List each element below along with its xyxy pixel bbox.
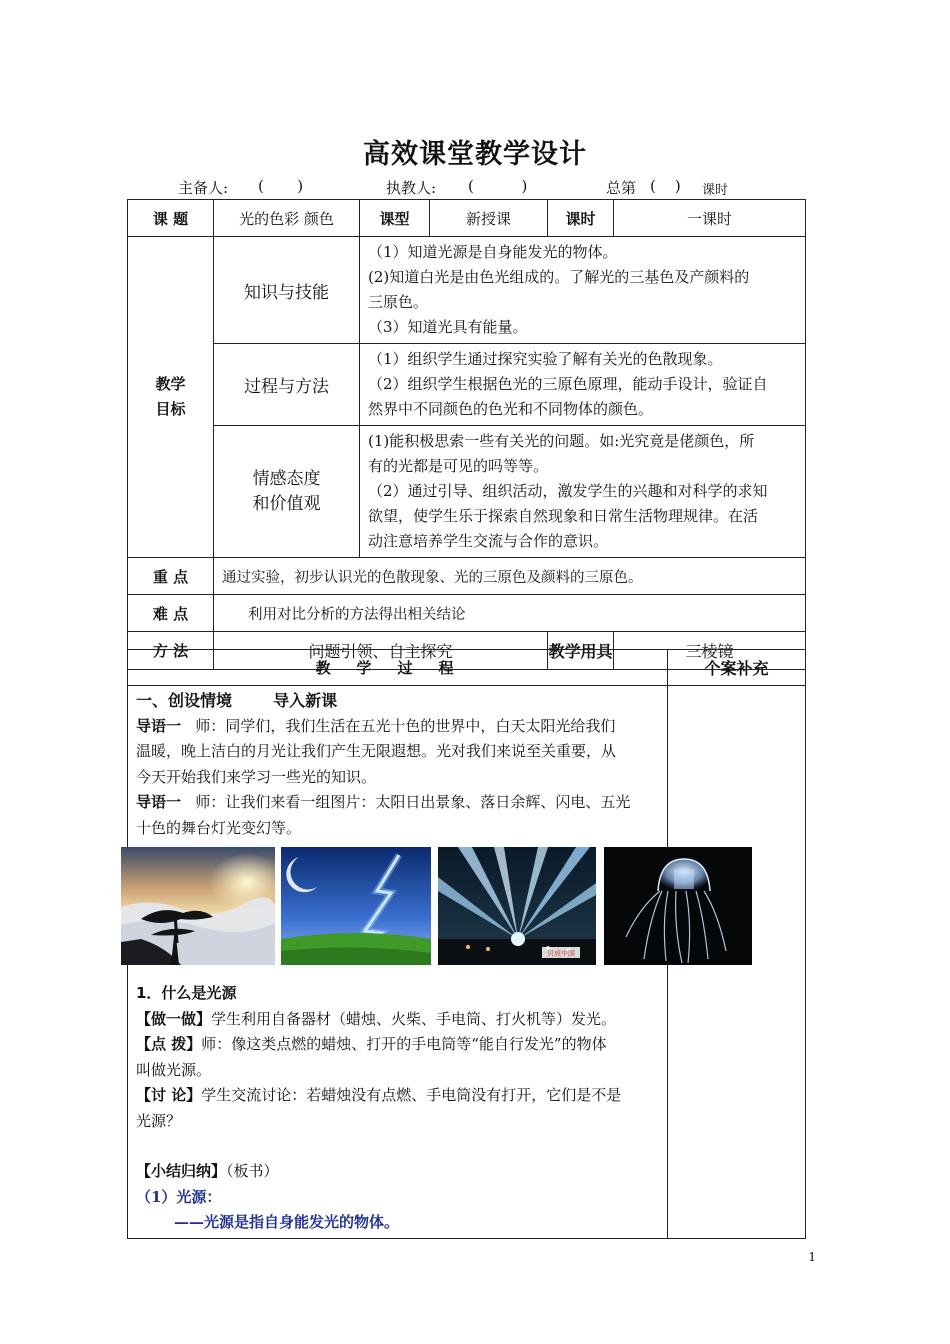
- intro2-line: 十色的舞台灯光变幻等。: [136, 818, 302, 837]
- difficulty-text: 利用对比分析的方法得出相关结论: [214, 595, 806, 632]
- total-label: 总第: [606, 179, 637, 197]
- type-value: 新授课: [430, 200, 548, 237]
- method-label: 方 法: [128, 632, 214, 670]
- goals-label-line2: 目标: [155, 400, 186, 418]
- tools-label: 教学用具: [548, 632, 614, 670]
- hours-value: 一课时: [614, 200, 806, 237]
- teach-label: 执教人:: [386, 179, 437, 197]
- key-text: 通过实验，初步认识光的色散现象、光的三原色及颜料的三原色。: [214, 558, 806, 595]
- goal-line: 有的光都是可见的吗等等。: [368, 457, 549, 475]
- tools-text: 三棱镜: [614, 632, 806, 670]
- tip-label: 【点 拨】: [136, 1035, 202, 1053]
- total-unit: 课时: [702, 183, 729, 198]
- goal-line: （1）知道光源是自身能发光的物体。: [368, 243, 618, 261]
- goal-name-attitude: [214, 426, 360, 558]
- lightning-photo: [281, 847, 431, 965]
- goal-line: （2）通过引导、组织活动，激发学生的兴趣和对科学的求知: [368, 482, 768, 500]
- sunrise-photo: [121, 847, 275, 965]
- process-title: 教学过程: [128, 650, 668, 686]
- goal-line: 动注意培养学生交流与合作的意识。: [368, 532, 609, 550]
- goals-label-line1: 教学: [155, 375, 186, 393]
- goal-line: 然界中不同颜色的色光和不同物体的颜色。: [368, 400, 654, 418]
- summary-label: 【小结归纳】: [136, 1162, 227, 1180]
- watermark-text: 贝成中国: [547, 949, 575, 958]
- key-label: 重 点: [128, 558, 214, 595]
- page-number: 1: [808, 1250, 816, 1264]
- goal-process-text: [360, 344, 806, 426]
- photo-strip: [0, 847, 950, 967]
- method-text: 问题引领、自主探究: [214, 632, 548, 670]
- goal-attitude-text: [360, 426, 806, 558]
- jellyfish-photo: [604, 847, 752, 965]
- difficulty-label: 难 点: [128, 595, 214, 632]
- tip-line: 叫做光源。: [136, 1060, 212, 1079]
- hours-label: 课时: [548, 200, 614, 237]
- section1-title-a: 一、创设情境: [136, 691, 233, 710]
- supplement-title: 个案补充: [668, 650, 806, 686]
- lesson-info-table: [127, 199, 806, 670]
- goal-knowledge-text: [360, 237, 806, 344]
- prep-value: ( ): [258, 177, 304, 195]
- goal-line: (1)能积极思索一些有关光的问题。如:光究竟是佬颜色，所: [368, 432, 755, 450]
- intro1-line: 温暖，晚上洁白的月光让我们产生无限遐想。光对我们来说至关重要，从: [136, 742, 617, 760]
- intro2-label: 导语一: [136, 793, 182, 811]
- goal-line: （3）知道光具有能量。: [368, 318, 528, 336]
- goal-line: (2)知道白光是由色光组成的。了解光的三基色及产颜料的: [368, 268, 750, 286]
- summary-note: （板书）: [226, 1162, 279, 1180]
- do-label: 【做一做】: [136, 1009, 212, 1028]
- goal-name-line: 情感态度: [252, 468, 321, 489]
- page-title: 高效课堂教学设计: [363, 139, 587, 170]
- discuss-line: 学生交流讨论：若蜡烛没有点燃、手电筒没有打开，它们是不是: [201, 1086, 622, 1104]
- intro1-line: 师：同学们，我们生活在五光十色的世界中，白天太阳光给我们: [195, 716, 616, 735]
- stage-light-photo: [438, 847, 596, 965]
- goal-line: （1）组织学生通过探究实验了解有关光的色散现象。: [368, 350, 723, 368]
- s1-title: 1．什么是光源: [136, 984, 237, 1002]
- goal-line: 三原色。: [368, 293, 429, 311]
- discuss-label: 【讨 论】: [136, 1086, 202, 1104]
- topic-value: 光的色彩 颜色: [214, 200, 360, 237]
- teach-value: ( ): [468, 177, 528, 195]
- discuss-line: 光源？: [136, 1111, 182, 1130]
- tip-line: 师：像这类点燃的蜡烛、打开的手电筒等“能自行发光”的物体: [201, 1035, 607, 1053]
- intro1-line: 今天开始我们来学习一些光的知识。: [136, 767, 377, 786]
- light-source-definition: ——光源是指自身能发光的物体。: [174, 1213, 400, 1231]
- goal-line: 欲望，使学生乐于探索自然现象和日常生活物理规律。在活: [368, 507, 759, 525]
- intro1-label: 导语一: [136, 716, 182, 735]
- topic-label: 课 题: [128, 200, 214, 237]
- section1-title-b: 导入新课: [273, 691, 338, 710]
- intro2-line: 师：让我们来看一组图片：太阳日出景象、落日余辉、闪电、五光: [195, 793, 631, 811]
- goal-name-process: 过程与方法: [214, 344, 360, 426]
- do-text: 学生利用自备器材（蜡烛、火柴、手电筒、打火机等）发光。: [211, 1009, 617, 1028]
- prep-label: 主备人:: [178, 179, 229, 197]
- total-value: ( ): [650, 177, 681, 195]
- light-source-label: （1）光源：: [136, 1187, 222, 1206]
- goals-label: [128, 237, 214, 558]
- goal-line: （2）组织学生根据色光的三原色原理，能动手设计，验证自: [368, 375, 768, 393]
- goal-name-line: 和价值观: [252, 493, 321, 514]
- type-label: 课型: [360, 200, 430, 237]
- goal-name-knowledge: 知识与技能: [214, 237, 360, 344]
